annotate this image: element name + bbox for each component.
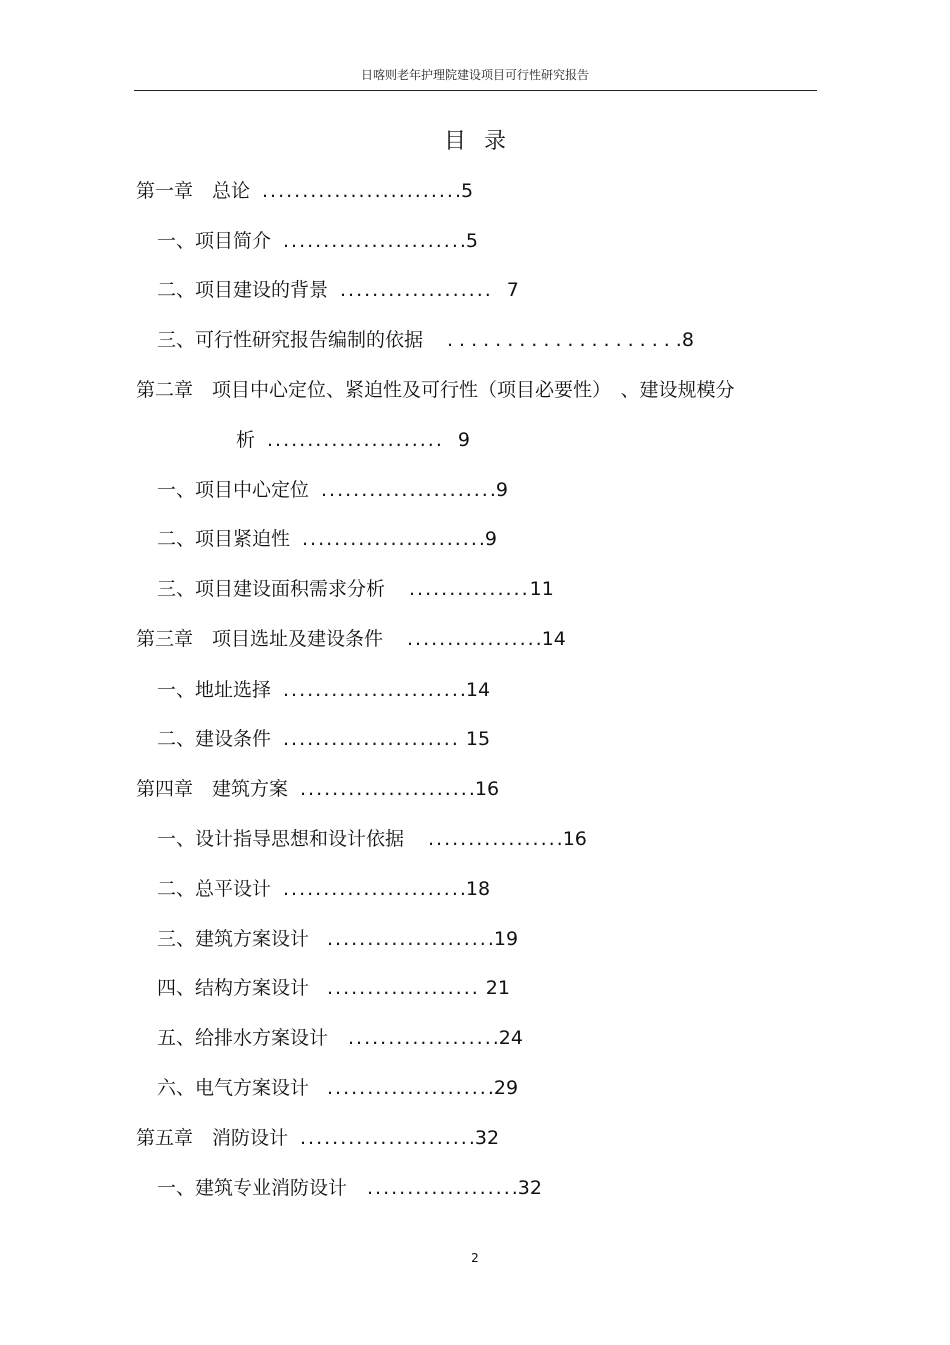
toc-entry[interactable] xyxy=(157,874,490,904)
toc-entry-page: .32 xyxy=(511,1177,542,1199)
toc-entry[interactable] xyxy=(157,724,490,754)
toc-entry-text: 五、给排水方案设计 xyxy=(157,1027,329,1049)
toc-entry[interactable] xyxy=(157,1073,518,1103)
toc-entry[interactable] xyxy=(157,973,510,1003)
header-rule xyxy=(134,90,817,91)
toc-entry-page: .14 xyxy=(459,679,491,701)
toc-entry[interactable] xyxy=(136,1123,499,1153)
header-title: 日喀则老年护理院建设项目可行性研究报告 xyxy=(360,68,589,82)
toc-entry[interactable] xyxy=(136,624,566,654)
toc-entry-text: 一、建筑专业消防设计 xyxy=(157,1177,348,1199)
toc-entry-dots: ................... xyxy=(447,329,676,351)
toc-entry-text: 第二章 项目中心定位、紧迫性及可行性（项目必要性） 、建设规模分 xyxy=(136,379,735,401)
toc-entry-page: 9 xyxy=(457,429,470,451)
page-number: 2 xyxy=(471,1251,479,1265)
toc-entry[interactable] xyxy=(157,226,478,256)
toc-entry-page: .24 xyxy=(492,1027,523,1049)
toc-entry-text: 三、可行性研究报告编制的依据 xyxy=(157,329,424,351)
toc-entry-text: 二、项目紧迫性 xyxy=(157,528,291,550)
toc-entry-dots: ...................... xyxy=(283,878,460,900)
toc-entry-dots: ...................... xyxy=(283,728,460,750)
toc-entry-page: .8 xyxy=(675,329,694,351)
toc-title: 目录 xyxy=(443,129,524,154)
toc-entry-text: 四、结构方案设计 xyxy=(157,977,310,999)
toc-entry[interactable] xyxy=(157,824,587,854)
toc-entry-text: 一、设计指导思想和设计依据 xyxy=(157,828,405,850)
toc-entry-page: .29 xyxy=(487,1077,519,1099)
toc-entry-dots: .................... xyxy=(327,1077,488,1099)
toc-entry[interactable] xyxy=(157,1173,542,1203)
toc-entry-text: 第四章 建筑方案 xyxy=(136,778,289,800)
toc-entry-dots: ..................... xyxy=(300,1127,469,1149)
toc-entry[interactable] xyxy=(136,176,473,206)
toc-entry-text: 第五章 消防设计 xyxy=(136,1127,289,1149)
toc-entry-page: 15 xyxy=(465,728,491,750)
toc-entry[interactable] xyxy=(157,524,497,554)
toc-entry-text: 三、建筑方案设计 xyxy=(157,928,310,950)
toc-entry[interactable] xyxy=(236,425,470,455)
toc-entry-text: 析 xyxy=(236,429,256,451)
toc-entry-dots: ...................... xyxy=(283,679,460,701)
toc-entry-page: .16 xyxy=(468,778,500,800)
toc-entry-dots: .................. xyxy=(367,1177,512,1199)
toc-entry-dots: ..................... xyxy=(321,479,490,501)
toc-entry-text: 六、电气方案设计 xyxy=(157,1077,310,1099)
toc-entry-dots: ...................... xyxy=(283,230,460,252)
toc-entry-dots: .................. xyxy=(348,1027,493,1049)
toc-entry-page: .18 xyxy=(459,878,491,900)
toc-entry-dots: ................ xyxy=(407,628,536,650)
toc-entry-text: 一、项目简介 xyxy=(157,230,272,252)
toc-entry-page: .5 xyxy=(454,180,474,202)
toc-entry-dots: ...................... xyxy=(267,429,444,451)
toc-entry[interactable] xyxy=(157,475,508,505)
toc-entry-text: 第三章 项目选址及建设条件 xyxy=(136,628,384,650)
toc-entry-page: 11 xyxy=(529,578,554,600)
toc-entry-dots: ............... xyxy=(409,578,530,600)
toc-entry-page: .5 xyxy=(459,230,479,252)
toc-entry-dots: .................... xyxy=(327,928,488,950)
toc-entry-text: 一、地址选择 xyxy=(157,679,272,701)
toc-entry-text: 二、项目建设的背景 xyxy=(157,279,329,301)
toc-entry[interactable] xyxy=(157,325,694,355)
toc-entry-text: 第一章 总论 xyxy=(136,180,251,202)
toc-entry-page: .14 xyxy=(535,628,566,650)
toc-entry[interactable] xyxy=(136,375,735,405)
toc-entry-dots: ..................... xyxy=(300,778,469,800)
toc-entry-text: 二、总平设计 xyxy=(157,878,272,900)
toc-entry[interactable] xyxy=(157,924,518,954)
toc-entry[interactable] xyxy=(136,774,499,804)
toc-entry[interactable] xyxy=(157,275,519,305)
toc-entry-dots: ................... xyxy=(340,279,493,301)
toc-entry-dots: ........................ xyxy=(262,180,455,202)
toc-entry-text: 二、建设条件 xyxy=(157,728,272,750)
toc-entry-dots: ...................... xyxy=(302,528,479,550)
toc-entry-page: .16 xyxy=(556,828,587,850)
toc-entry[interactable] xyxy=(157,1023,523,1053)
toc-entry-page: .9 xyxy=(478,528,498,550)
toc-entry-dots: ................ xyxy=(428,828,557,850)
toc-entry-page: 7 xyxy=(506,279,519,301)
toc-entry[interactable] xyxy=(157,574,554,604)
toc-entry-page: 21 xyxy=(485,977,510,999)
toc-entry-page: .9 xyxy=(489,479,508,501)
toc-entry-page: .32 xyxy=(468,1127,500,1149)
toc-entry-page: .19 xyxy=(487,928,519,950)
toc-entry[interactable] xyxy=(157,675,490,705)
toc-entry-text: 三、项目建设面积需求分析 xyxy=(157,578,386,600)
toc-entry-dots: ................... xyxy=(327,977,480,999)
toc-entry-text: 一、项目中心定位 xyxy=(157,479,310,501)
